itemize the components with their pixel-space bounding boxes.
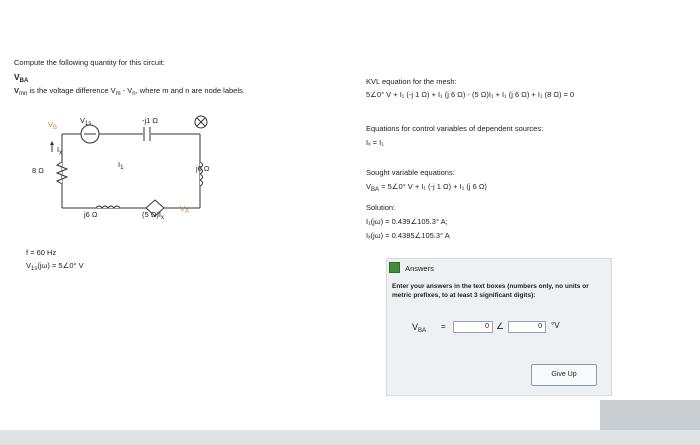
solution-title: Solution: bbox=[366, 203, 396, 212]
sought-title: Sought variable equations: bbox=[366, 168, 455, 177]
solution-line-2: Iₓ(jω) = 0.4385∠105.3° A bbox=[366, 231, 450, 240]
bottom-strip bbox=[0, 430, 700, 445]
magnitude-input[interactable]: 0 bbox=[453, 321, 493, 333]
label-va: $V_A$ bbox=[180, 204, 190, 215]
resistor-8-symbol bbox=[57, 162, 67, 184]
label-capacitor: -j1 Ω bbox=[142, 116, 159, 125]
label-inductor-right: j6 Ω bbox=[196, 164, 210, 173]
label-dependent-source: (5 $\Omega)I_x$ bbox=[142, 210, 164, 221]
kvl-title: KVL equation for the mesh: bbox=[366, 77, 457, 86]
label-resistor-8: 8 Ω bbox=[32, 166, 44, 175]
give-up-button[interactable]: Give Up bbox=[531, 364, 597, 386]
answer-unit: °V bbox=[551, 321, 560, 330]
label-inductor-bottom: j6 Ω bbox=[84, 210, 98, 219]
inductor-bottom-symbol bbox=[96, 206, 120, 208]
answers-header: Answers bbox=[386, 262, 506, 276]
answers-check-icon bbox=[389, 262, 400, 273]
angle-symbol: ∠ bbox=[496, 321, 505, 331]
label-ix: $I_x$ bbox=[57, 145, 63, 156]
angle-input[interactable]: 0 bbox=[508, 321, 546, 333]
circuit-diagram bbox=[30, 108, 220, 228]
label-v1s: $V_{1s}$ bbox=[80, 116, 92, 127]
kvl-equation: 5∠0° V + I₁ (-j 1 Ω) + I₁ (j 6 Ω) - (5 Ω)I₁ + I₁ (j 6 Ω) + I₁ (8 Ω) = 0 bbox=[366, 90, 575, 99]
quantity-label: $V_{BA}$ bbox=[14, 72, 29, 84]
control-title: Equations for control variables of dependent sources: bbox=[366, 124, 544, 133]
question-prompt: Compute the following quantity for this circuit: bbox=[14, 58, 165, 67]
answers-instructions: Enter your answers in the text boxes (numbers only, no units or metric prefixes, to at least 3 significant digits): bbox=[392, 283, 589, 299]
sought-equation: $V_{BA}$ = 5∠0° V + I₁ (-j 1 Ω) + I₁ (j 6 Ω) bbox=[366, 182, 487, 193]
label-vb: $V_B$ bbox=[48, 120, 58, 131]
solution-line-1: I₁(jω) = 0.439∠105.3° A; bbox=[366, 217, 448, 226]
answer-equals: = bbox=[441, 322, 446, 331]
answer-var-label: $V_{BA}$ bbox=[412, 322, 427, 334]
source-value-label: $V_{1s}(j\omega)$ = 5∠0° V bbox=[26, 261, 84, 272]
label-i1: $I_1$ bbox=[118, 160, 124, 171]
frequency-label: f = 60 Hz bbox=[26, 248, 57, 257]
control-equation: Iₓ = I₁ bbox=[366, 138, 384, 147]
quantity-definition: $V_{mn}$ is the voltage difference $V_m - V_n$, where m and n are node labels. bbox=[14, 86, 245, 97]
